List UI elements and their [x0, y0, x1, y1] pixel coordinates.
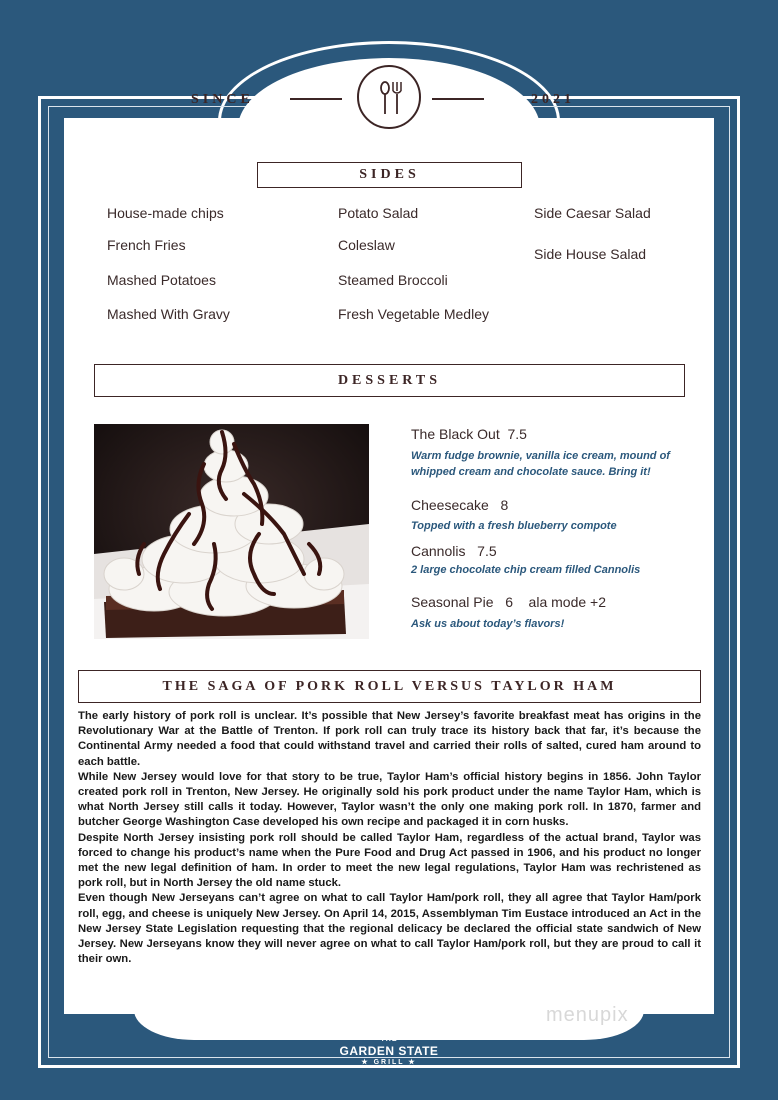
saga-paragraph: While New Jersey would love for that story to be true, Taylor Ham’s official history begins in 1856. John Taylor created pork roll in Trenton, New Jersey. He originally sold his pork product under the name Taylor Ham, which is what North Jersey still calls it today. However, Taylor wasn’t the only one making pork roll. In 1870, farmer and butcher George Washington Case developed his own recipe and packaged it in corn husks. [78, 770, 701, 829]
dessert-photo [94, 424, 369, 639]
saga-paragraph: The early history of pork roll is unclear. It’s possible that New Jersey’s favorite breakfast meat has origins in the Revolutionary War at the Battle of Trenton. If pork roll can truly trace its history back that far, it’s because the Continental Army needed a food that could withstand travel and carried their rolls of salted, cured ham around to each battle. [78, 710, 701, 768]
logo-the: THE [380, 1036, 398, 1043]
side-item: Coleslaw [338, 237, 395, 253]
logo-grill: ★ GRILL ★ [361, 1059, 417, 1066]
watermark: menupix [546, 1004, 629, 1026]
dessert-extra: ala mode +2 [528, 594, 606, 610]
dessert-price: 7.5 [507, 426, 527, 442]
side-item: French Fries [107, 237, 186, 253]
logo-name: GARDEN STATE [339, 1044, 439, 1058]
dessert-price: 6 [505, 594, 513, 610]
dessert-name: Cheesecake 8 [411, 497, 509, 513]
side-item: Potato Salad [338, 205, 419, 221]
since-year: 2021 [531, 92, 575, 107]
since-label: SINCE [191, 92, 254, 107]
side-item: Fresh Vegetable Medley [338, 306, 489, 322]
divider-right [432, 98, 484, 100]
dessert-description: Warm fudge brownie, vanilla ice cream, mound of whipped cream and chocolate sauce. Bring it! [411, 450, 670, 478]
dessert-name: Seasonal Pie 6 ala mode +2 [411, 594, 606, 610]
saga-heading: THE SAGA OF PORK ROLL VERSUS TAYLOR HAM [78, 670, 701, 703]
dessert-price: 8 [500, 497, 509, 513]
fork-spoon-icon [357, 65, 421, 129]
restaurant-logo [330, 1036, 448, 1076]
side-item: Side Caesar Salad [534, 205, 651, 221]
side-item: Mashed With Gravy [107, 306, 230, 322]
side-item: Side House Salad [534, 246, 647, 262]
side-item: House-made chips [107, 205, 224, 221]
saga-article [78, 709, 701, 967]
dessert-name: Cannolis 7.5 [411, 543, 497, 559]
side-item: Mashed Potatoes [107, 272, 216, 288]
dessert-name: The Black Out 7.5 [411, 426, 527, 442]
dessert-description: Topped with a fresh blueberry compote [411, 520, 617, 532]
saga-paragraph: Despite North Jersey insisting pork roll should be called Taylor Ham, regardless of the actual brand, Taylor was forced to change his product’s name when the Pure Food and Drug Act passed in 1906, and his product no longer met the new legal definition of ham. In order to meet the new legal regulations, Taylor Ham was rechristened as pork roll, but in North Jersey the old name stuck. [78, 831, 701, 890]
saga-paragraph: Even though New Jerseyans can’t agree on what to call Taylor Ham/pork roll, they all agree that Taylor Ham/pork roll, egg, and cheese is uniquely New Jersey. On April 14, 2015, Assemblyman Tim Eustace introduced an Act in the New Jersey State Legislation requesting that the regional delicacy be declared the official state sandwich of New Jersey. New Jerseyans know they will never agree on what to call Taylor Ham/pork roll, but they are proud to call it their own. [78, 892, 701, 966]
divider-left [290, 98, 342, 100]
desserts-heading: DESSERTS [94, 364, 685, 397]
sides-heading: SIDES [257, 162, 522, 188]
side-item: Steamed Broccoli [338, 272, 448, 288]
dessert-description: 2 large chocolate chip cream filled Cannolis [411, 564, 641, 576]
dessert-description: Ask us about today’s flavors! [411, 618, 565, 630]
dessert-price: 7.5 [477, 543, 497, 559]
